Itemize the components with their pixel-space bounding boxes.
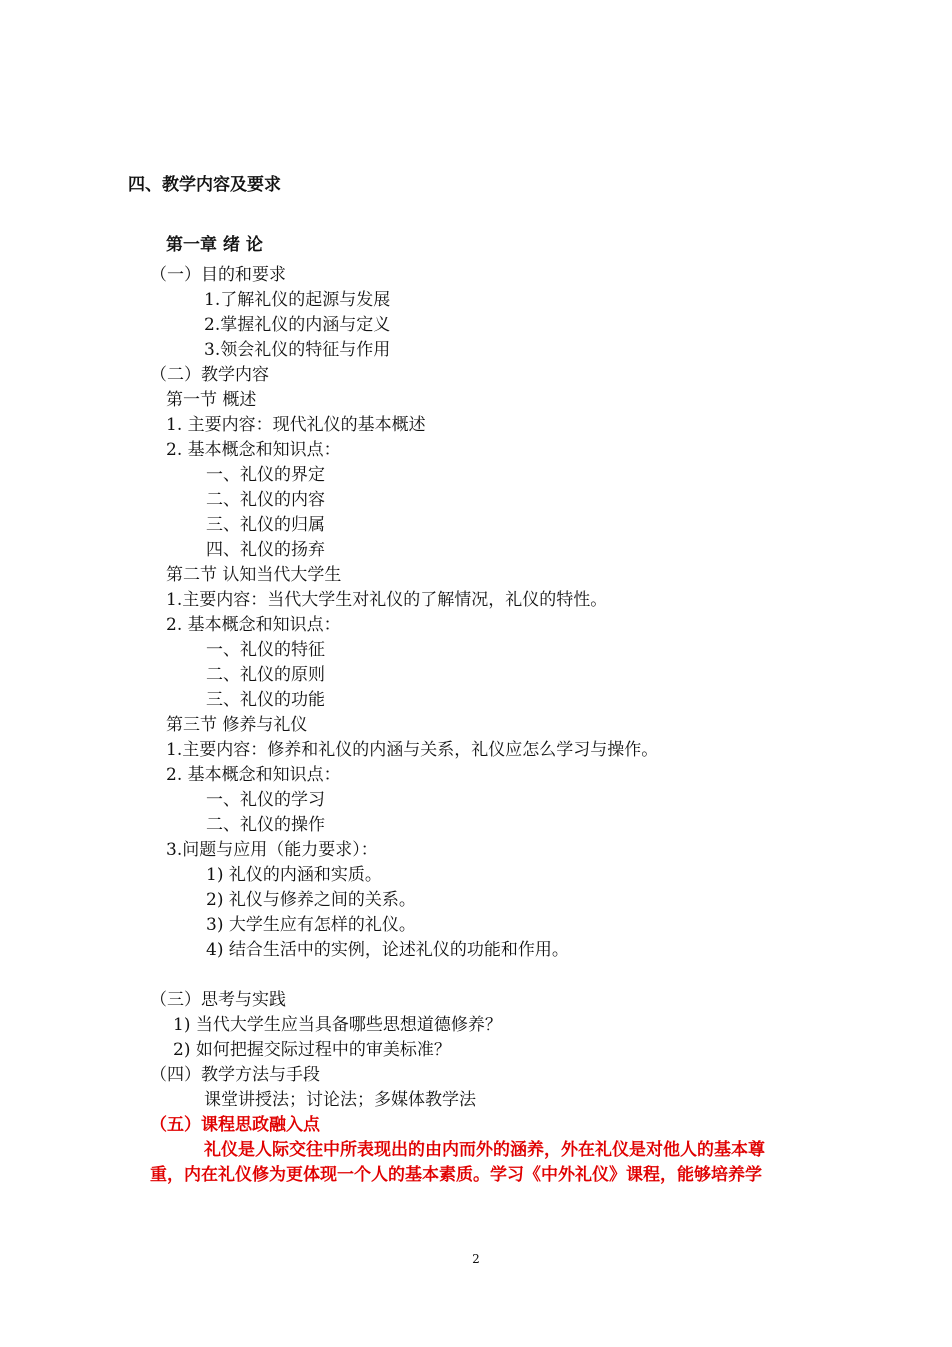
section2-item: 二、礼仪的原则 — [206, 665, 325, 685]
part4-title: （四）教学方法与手段 — [150, 1065, 320, 1085]
part3-title: （三）思考与实践 — [150, 990, 286, 1010]
section3-title: 第三节 修养与礼仪 — [166, 715, 308, 735]
question-item: 3) 大学生应有怎样的礼仪。 — [206, 915, 416, 935]
part5-line: 礼仪是人际交往中所表现出的由内而外的涵养，外在礼仪是对他人的基本尊 — [204, 1140, 765, 1160]
section3-item: 一、礼仪的学习 — [206, 790, 325, 810]
section-heading: 四、教学内容及要求 — [128, 175, 281, 195]
section1-item: 三、礼仪的归属 — [206, 515, 325, 535]
part1-item: 1.了解礼仪的起源与发展 — [204, 290, 391, 310]
section1-item: 二、礼仪的内容 — [206, 490, 325, 510]
question-item: 4) 结合生活中的实例，论述礼仪的功能和作用。 — [206, 940, 569, 960]
section2-item: 三、礼仪的功能 — [206, 690, 325, 710]
section1-title: 第一节 概述 — [166, 390, 257, 410]
question-item: 1) 礼仪的内涵和实质。 — [206, 865, 382, 885]
part5-line: 重，内在礼仪修为更体现一个人的基本素质。学习《中外礼仪》课程，能够培养学 — [150, 1165, 762, 1185]
section2-item: 一、礼仪的特征 — [206, 640, 325, 660]
part3-item: 1) 当代大学生应当具备哪些思想道德修养？ — [173, 1015, 502, 1035]
page-number: 2 — [472, 1252, 480, 1266]
section3-concepts: 2. 基本概念和知识点： — [166, 765, 341, 785]
section1-item: 四、礼仪的扬弃 — [206, 540, 325, 560]
part3-item: 2) 如何把握交际过程中的审美标准？ — [173, 1040, 451, 1060]
section2-main: 1.主要内容：当代大学生对礼仪的了解情况，礼仪的特性。 — [166, 590, 608, 610]
section3-main: 1.主要内容：修养和礼仪的内涵与关系，礼仪应怎么学习与操作。 — [166, 740, 659, 760]
part1-item: 2.掌握礼仪的内涵与定义 — [204, 315, 391, 335]
part1-title: （一）目的和要求 — [150, 265, 286, 285]
section2-title: 第二节 认知当代大学生 — [166, 565, 342, 585]
part1-item: 3.领会礼仪的特征与作用 — [204, 340, 391, 360]
section1-item: 一、礼仪的界定 — [206, 465, 325, 485]
question-item: 2) 礼仪与修养之间的关系。 — [206, 890, 416, 910]
chapter-title: 第一章 绪 论 — [166, 235, 263, 255]
section3-item: 二、礼仪的操作 — [206, 815, 325, 835]
section3-questions-title: 3.问题与应用（能力要求）： — [166, 840, 378, 860]
part4-body: 课堂讲授法；讨论法；多媒体教学法 — [204, 1090, 476, 1110]
part5-title: （五）课程思政融入点 — [150, 1115, 320, 1135]
section1-main: 1. 主要内容：现代礼仪的基本概述 — [166, 415, 426, 435]
part2-title: （二）教学内容 — [150, 365, 269, 385]
section1-concepts: 2. 基本概念和知识点： — [166, 440, 341, 460]
section2-concepts: 2. 基本概念和知识点： — [166, 615, 341, 635]
